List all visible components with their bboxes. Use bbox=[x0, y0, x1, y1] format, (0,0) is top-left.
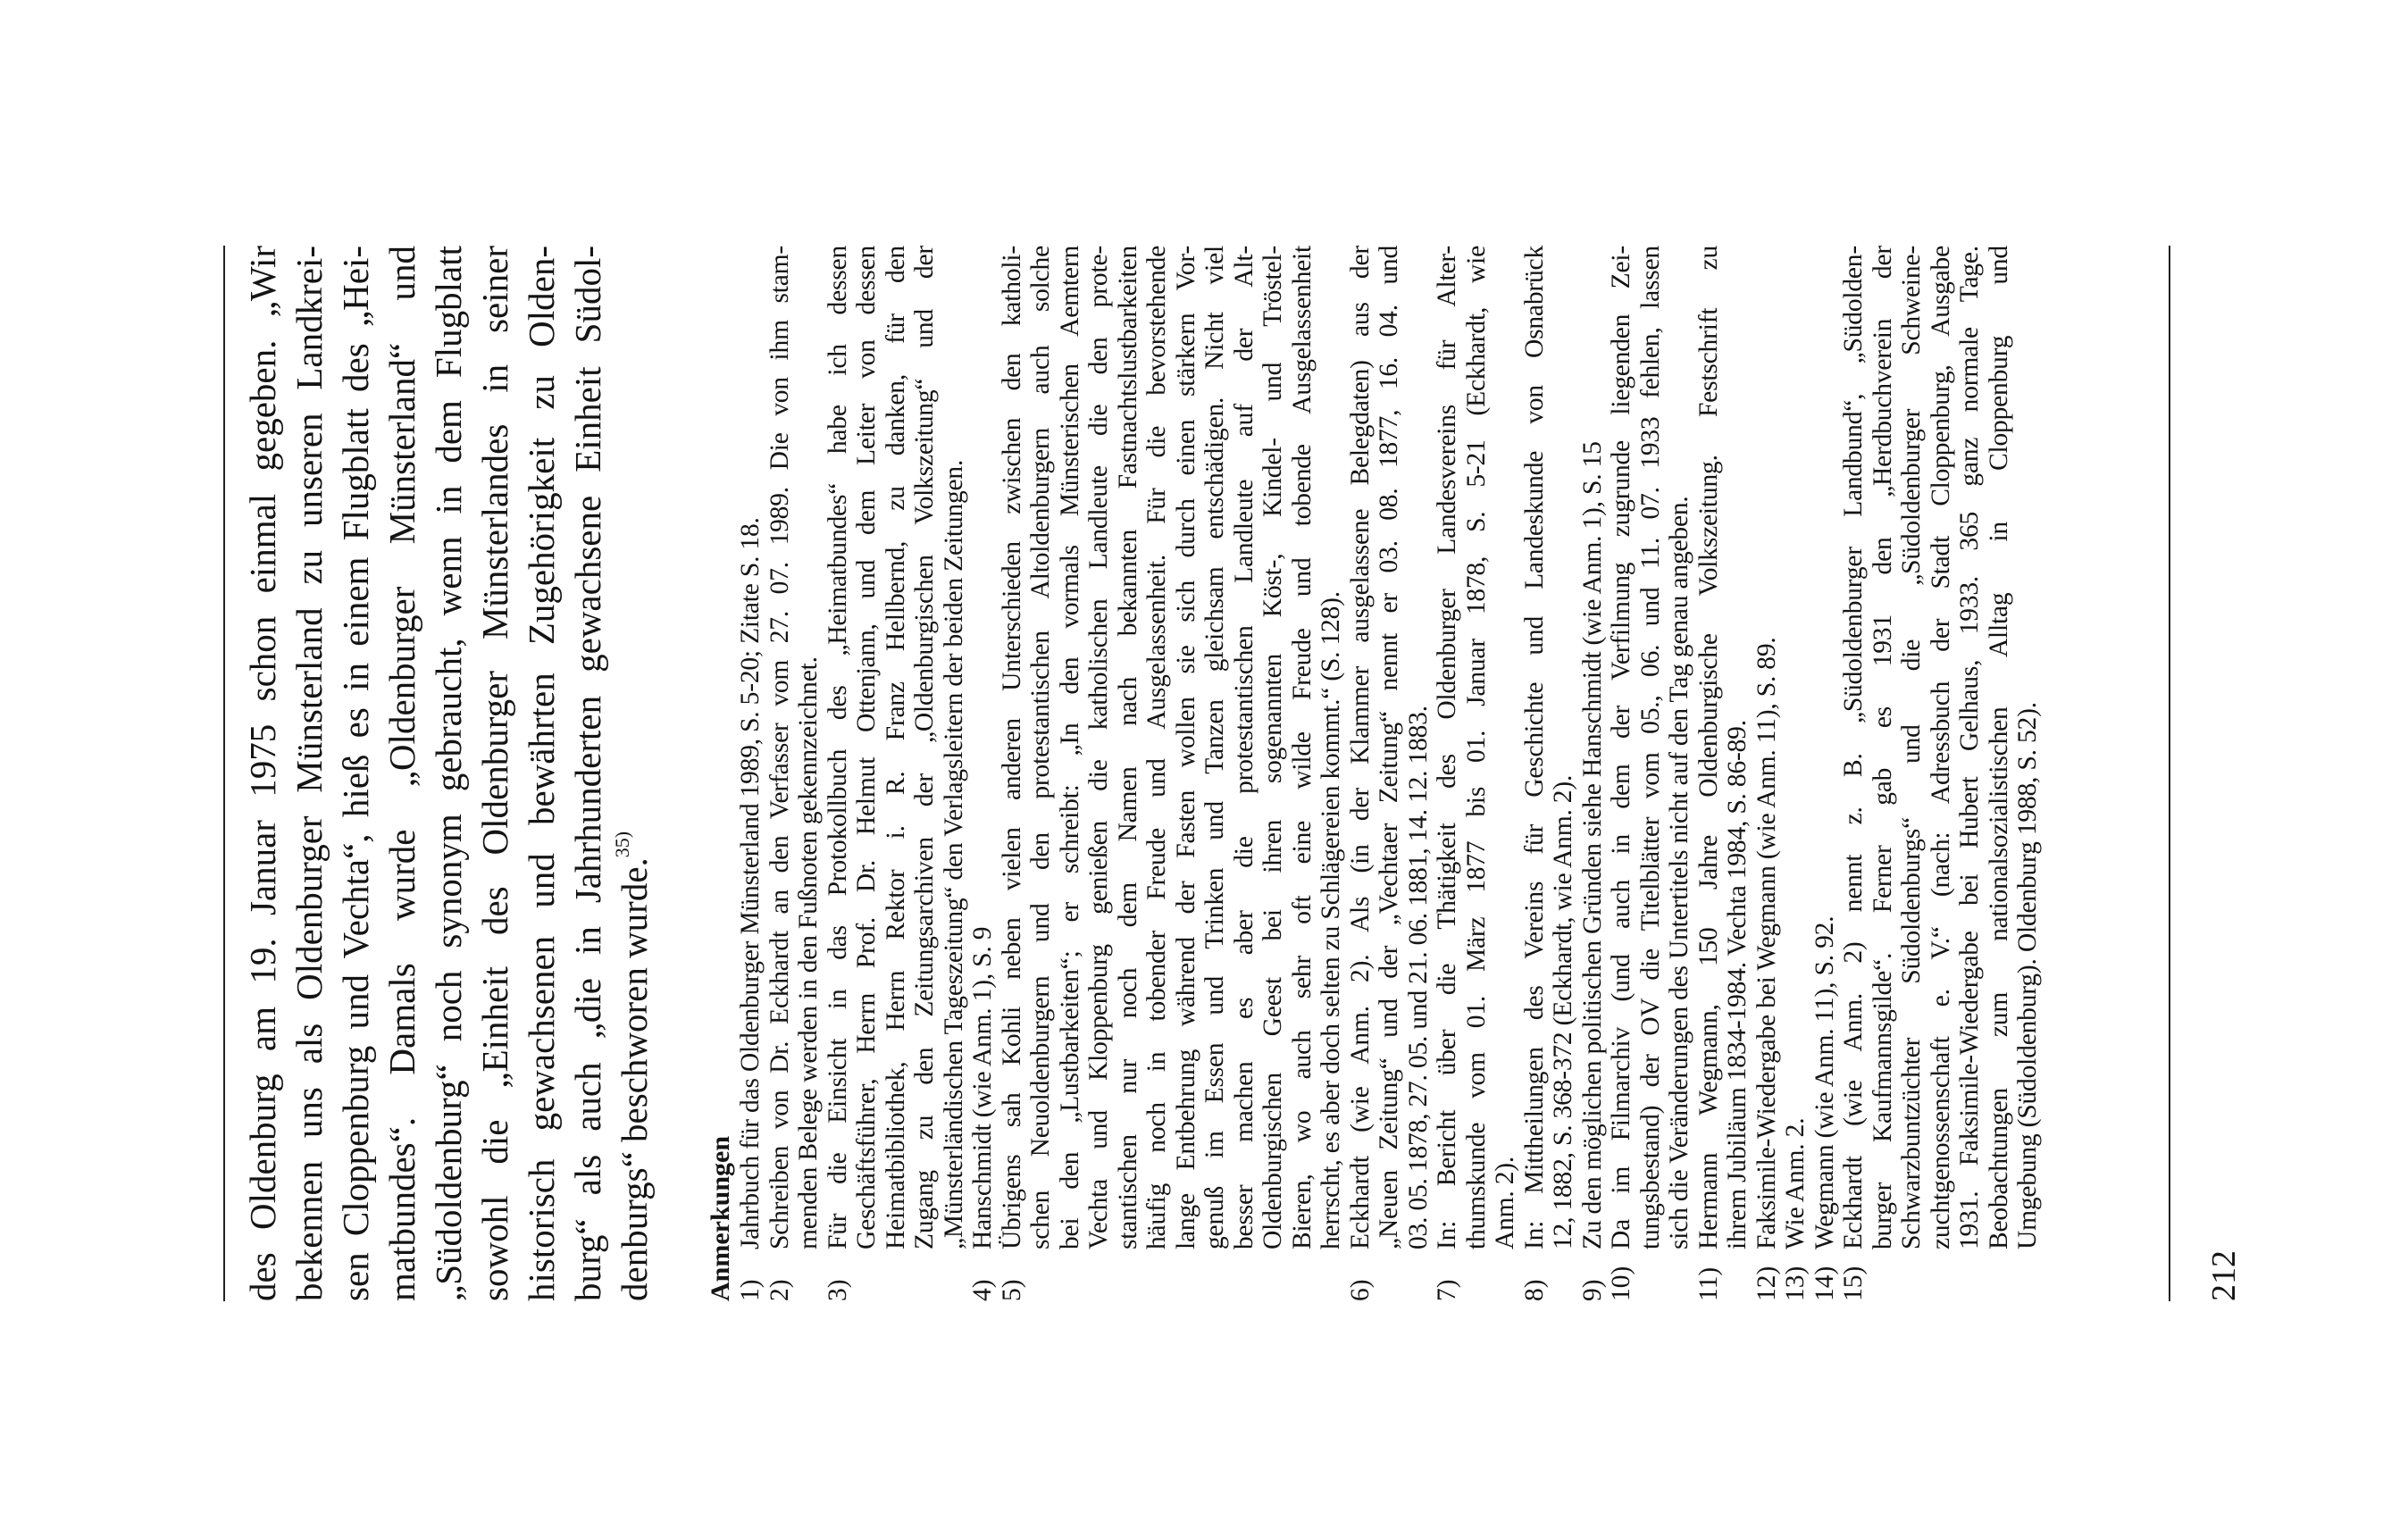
note-line: Anm. 2). bbox=[1491, 1156, 1519, 1249]
note-line: Beobachtungen zum nationalsozialistischen Alltag in Cloppenburg und bbox=[1984, 246, 2013, 1249]
body-line: sen Cloppenburg und Vechta“, hieß es in einem Flugblatt des „Hei- bbox=[335, 246, 376, 1301]
note-line: genuß im Essen und Trinken und Tanzen gleichsam entschädigen. Nicht viel bbox=[1200, 246, 1229, 1249]
footnote-reference: 35) bbox=[611, 831, 633, 858]
note-number: 5) bbox=[997, 1279, 1026, 1301]
note-number: 10) bbox=[1607, 1266, 1635, 1301]
top-rule bbox=[223, 246, 225, 1301]
note-line: Geschäftsführer, Herrn Prof. Dr. Helmut Ottenjann, und dem Leiter von dessen bbox=[852, 246, 881, 1249]
body-line-last bbox=[611, 246, 657, 1301]
body-line-text: denburgs“ beschworen wurde. bbox=[614, 857, 655, 1301]
note-number: 3) bbox=[823, 1279, 852, 1301]
note-line: besser machen es aber die protestantischen Landleute auf der Alt- bbox=[1229, 246, 1258, 1249]
note-text bbox=[968, 246, 998, 1249]
notes-list bbox=[736, 246, 2043, 1301]
note-text bbox=[1810, 246, 1840, 1249]
note-line: „Neuen Zeitung“ und der „Vechtaer Zeitung“ nennt er 03. 08. 1877, 16. 04. und bbox=[1375, 246, 1403, 1249]
note-text bbox=[998, 246, 1346, 1249]
note-line: Faksimile-Wiedergabe bei Wegmann (wie Anm. 11), S. 89. bbox=[1752, 637, 1781, 1249]
note-line: burger Kaufmannsgilde“. Ferner gab es 1931 den „Herdbuchverein der bbox=[1868, 246, 1897, 1249]
note-text bbox=[1520, 246, 1578, 1249]
note-number: 9) bbox=[1577, 1279, 1607, 1301]
note-item bbox=[1810, 246, 1840, 1301]
note-line: 03. 05. 1878, 27. 05. und 21. 06. 1881, 14. 12. 1883. bbox=[1403, 706, 1433, 1249]
body-line: sowohl die „Einheit des Oldenburger Münsterlandes in seiner bbox=[474, 246, 515, 1301]
bottom-rule bbox=[2169, 246, 2170, 1301]
note-line: stantischen nur noch dem Namen nach bekannten Fastnachtslustbarkeiten bbox=[1113, 246, 1142, 1249]
body-paragraph bbox=[239, 246, 657, 1301]
notes-section bbox=[706, 246, 2043, 1301]
note-line: Eckhardt (wie Anm. 2) nennt z. B. „Südoldenburger Landbund“, „Südolden- bbox=[1839, 246, 1868, 1249]
page-number: 212 bbox=[2205, 1250, 2243, 1301]
note-number: 8) bbox=[1519, 1279, 1549, 1301]
note-item bbox=[824, 246, 969, 1301]
note-line: Schwarzbuntzüchter Südoldenburgs“ und die „Südoldenburger Schweine- bbox=[1897, 246, 1926, 1249]
note-line: Schreiben von Dr. Eckhardt an den Verfasser vom 27. 07. 1989. Die von ihm stam- bbox=[765, 246, 794, 1249]
note-text bbox=[1839, 246, 2043, 1249]
note-line: Für die Einsicht in das Protokollbuch des „Heimatbundes“ habe ich dessen bbox=[823, 246, 852, 1249]
body-line: des Oldenburg am 19. Januar 1975 schon einmal gegeben. „Wir bbox=[242, 246, 283, 1301]
note-line: ihrem Jubiläum 1834-1984. Vechta 1984, S. 86-89. bbox=[1723, 720, 1752, 1249]
note-number: 1) bbox=[736, 1279, 765, 1301]
note-line: lange Entbehrung während der Fasten wollen sie sich durch einen stärkern Vor- bbox=[1171, 246, 1200, 1249]
note-line: tungsbestand) der OV die Titelblätter vom 05., 06. und 11. 07. 1933 fehlen, lassen bbox=[1635, 246, 1665, 1249]
note-text bbox=[824, 246, 969, 1249]
note-line: 1931. Faksimile-Wiedergabe bei Hubert Gelhaus, 1933. 365 ganz normale Tage. bbox=[1955, 246, 1984, 1249]
note-line: Zu den möglichen politischen Gründen siehe Hanschmidt (wie Anm. 1), S. 15 bbox=[1577, 441, 1607, 1249]
note-line: In: Bericht über die Thätigkeit des Oldenburger Landesvereins für Alter- bbox=[1433, 246, 1461, 1249]
note-line: In: Mittheilungen des Vereins für Geschichte und Landeskunde von Osnabrück bbox=[1519, 246, 1549, 1249]
note-text bbox=[1346, 246, 1434, 1249]
note-item bbox=[1578, 246, 1608, 1301]
note-text bbox=[1607, 246, 1694, 1249]
note-line: Heimatbibliothek, Herrn Rektor i. R. Franz Hellbernd, zu danken, für den bbox=[881, 246, 910, 1249]
note-line: herrscht, es aber doch selten zu Schlägereien kommt.“ (S. 128). bbox=[1317, 591, 1345, 1249]
note-item bbox=[1433, 246, 1520, 1301]
note-number: 2) bbox=[765, 1279, 794, 1301]
note-text bbox=[1694, 246, 1752, 1249]
note-item bbox=[736, 246, 765, 1301]
notes-heading: Anmerkungen bbox=[706, 1135, 735, 1301]
note-number: 4) bbox=[968, 1279, 997, 1301]
note-text bbox=[1433, 246, 1520, 1249]
note-line: Vechta und Kloppenburg genießen die katholischen Landleute die den prote- bbox=[1084, 246, 1113, 1249]
note-item bbox=[1752, 246, 1782, 1301]
note-item bbox=[968, 246, 998, 1301]
body-line: historisch gewachsenen und bewährten Zugehörigkeit zu Olden- bbox=[521, 246, 562, 1301]
note-line: Umgebung (Südoldenburg). Oldenburg 1988, S. 52). bbox=[2013, 702, 2042, 1249]
note-line: Eckhardt (wie Anm. 2). Als (in der Klammer ausgelassene Belegdaten) aus der bbox=[1345, 246, 1375, 1249]
note-number: 13) bbox=[1781, 1266, 1810, 1301]
note-line: sich die Veränderungen des Untertitels nicht auf den Tag genau angeben. bbox=[1665, 496, 1693, 1249]
note-line: Oldenburgischen Geest bei ihren sogenannten Köst-, Kindel- und Tröstel- bbox=[1258, 246, 1287, 1249]
note-item bbox=[998, 246, 1346, 1301]
note-item bbox=[1694, 246, 1752, 1301]
note-text bbox=[765, 246, 824, 1249]
note-line: Jahrbuch für das Oldenburger Münsterland 1989, S. 5-20; Zitate S. 18. bbox=[736, 517, 765, 1249]
note-line: bei den „Lustbarkeiten“; er schreibt: „In den vormals Münsterischen Aemtern bbox=[1055, 246, 1084, 1249]
note-text bbox=[1781, 246, 1810, 1249]
note-line: Wegmann (wie Anm. 11), S. 92. bbox=[1810, 915, 1839, 1249]
note-line: schen Neuoldenburgern und den protestantischen Altoldenburgern auch solche bbox=[1026, 246, 1055, 1249]
note-line: Zugang zu den Zeitungsarchiven der „Oldenburgischen Volkszeitung“ und der bbox=[910, 246, 939, 1249]
note-item bbox=[1839, 246, 2043, 1301]
note-line: Übrigens sah Kohli neben vielen anderen Unterschieden zwischen den katholi- bbox=[997, 246, 1026, 1249]
note-line: Wie Anm. 2. bbox=[1781, 1117, 1810, 1249]
note-number: 12) bbox=[1752, 1266, 1781, 1301]
note-line: zuchtgenossenschaft e. V.“ (nach: Adressbuch der Stadt Cloppenburg, Ausgabe bbox=[1926, 246, 1955, 1249]
body-line: „Südoldenburg“ noch synonym gebraucht, wenn in dem Flugblatt bbox=[428, 246, 469, 1301]
note-line: Hermann Wegmann, 150 Jahre Oldenburgische Volkszeitung. Festschrift zu bbox=[1693, 246, 1723, 1249]
note-number: 15) bbox=[1839, 1266, 1868, 1301]
note-line: 12, 1882, S. 368-372 (Eckhardt, wie Anm. 2). bbox=[1549, 774, 1577, 1249]
note-text bbox=[1752, 246, 1782, 1249]
note-line: menden Belege werden in den Fußnoten gekennzeichnet. bbox=[794, 656, 823, 1249]
note-line: Da im Filmarchiv (und auch in dem der Verfilmung zugrunde liegenden Zei- bbox=[1607, 246, 1635, 1249]
note-number: 6) bbox=[1345, 1279, 1375, 1301]
note-line: häufig noch in tobender Freude und Ausgelassenheit. Für die bevorstehende bbox=[1142, 246, 1171, 1249]
note-number: 14) bbox=[1810, 1266, 1839, 1301]
note-item bbox=[765, 246, 824, 1301]
note-item bbox=[1520, 246, 1578, 1301]
note-line: „Münsterländischen Tageszeitung“ den Verlagsleitern der beiden Zeitungen. bbox=[939, 459, 968, 1249]
note-item bbox=[1781, 246, 1810, 1301]
note-item bbox=[1346, 246, 1434, 1301]
note-text bbox=[1578, 246, 1608, 1249]
note-number: 7) bbox=[1433, 1279, 1461, 1301]
note-line: Hanschmidt (wie Anm. 1), S. 9 bbox=[968, 926, 997, 1249]
body-line: matbundes“. Damals wurde „Oldenburger Münsterland“ und bbox=[381, 246, 422, 1301]
note-item bbox=[1607, 246, 1694, 1301]
body-line: bekennen uns als Oldenburger Münsterland zu unseren Landkrei- bbox=[288, 246, 330, 1301]
note-line: thumskunde vom 01. März 1877 bis 01. Januar 1878, S. 5-21 (Eckhardt, wie bbox=[1461, 246, 1491, 1249]
note-number: 11) bbox=[1693, 1266, 1723, 1301]
body-line: burg“ als auch „die in Jahrhunderten gewachsene Einheit Südol- bbox=[567, 246, 608, 1301]
note-text bbox=[736, 246, 765, 1249]
note-line: Bieren, wo auch sehr oft eine wilde Freude und tobende Ausgelassenheit bbox=[1287, 246, 1317, 1249]
